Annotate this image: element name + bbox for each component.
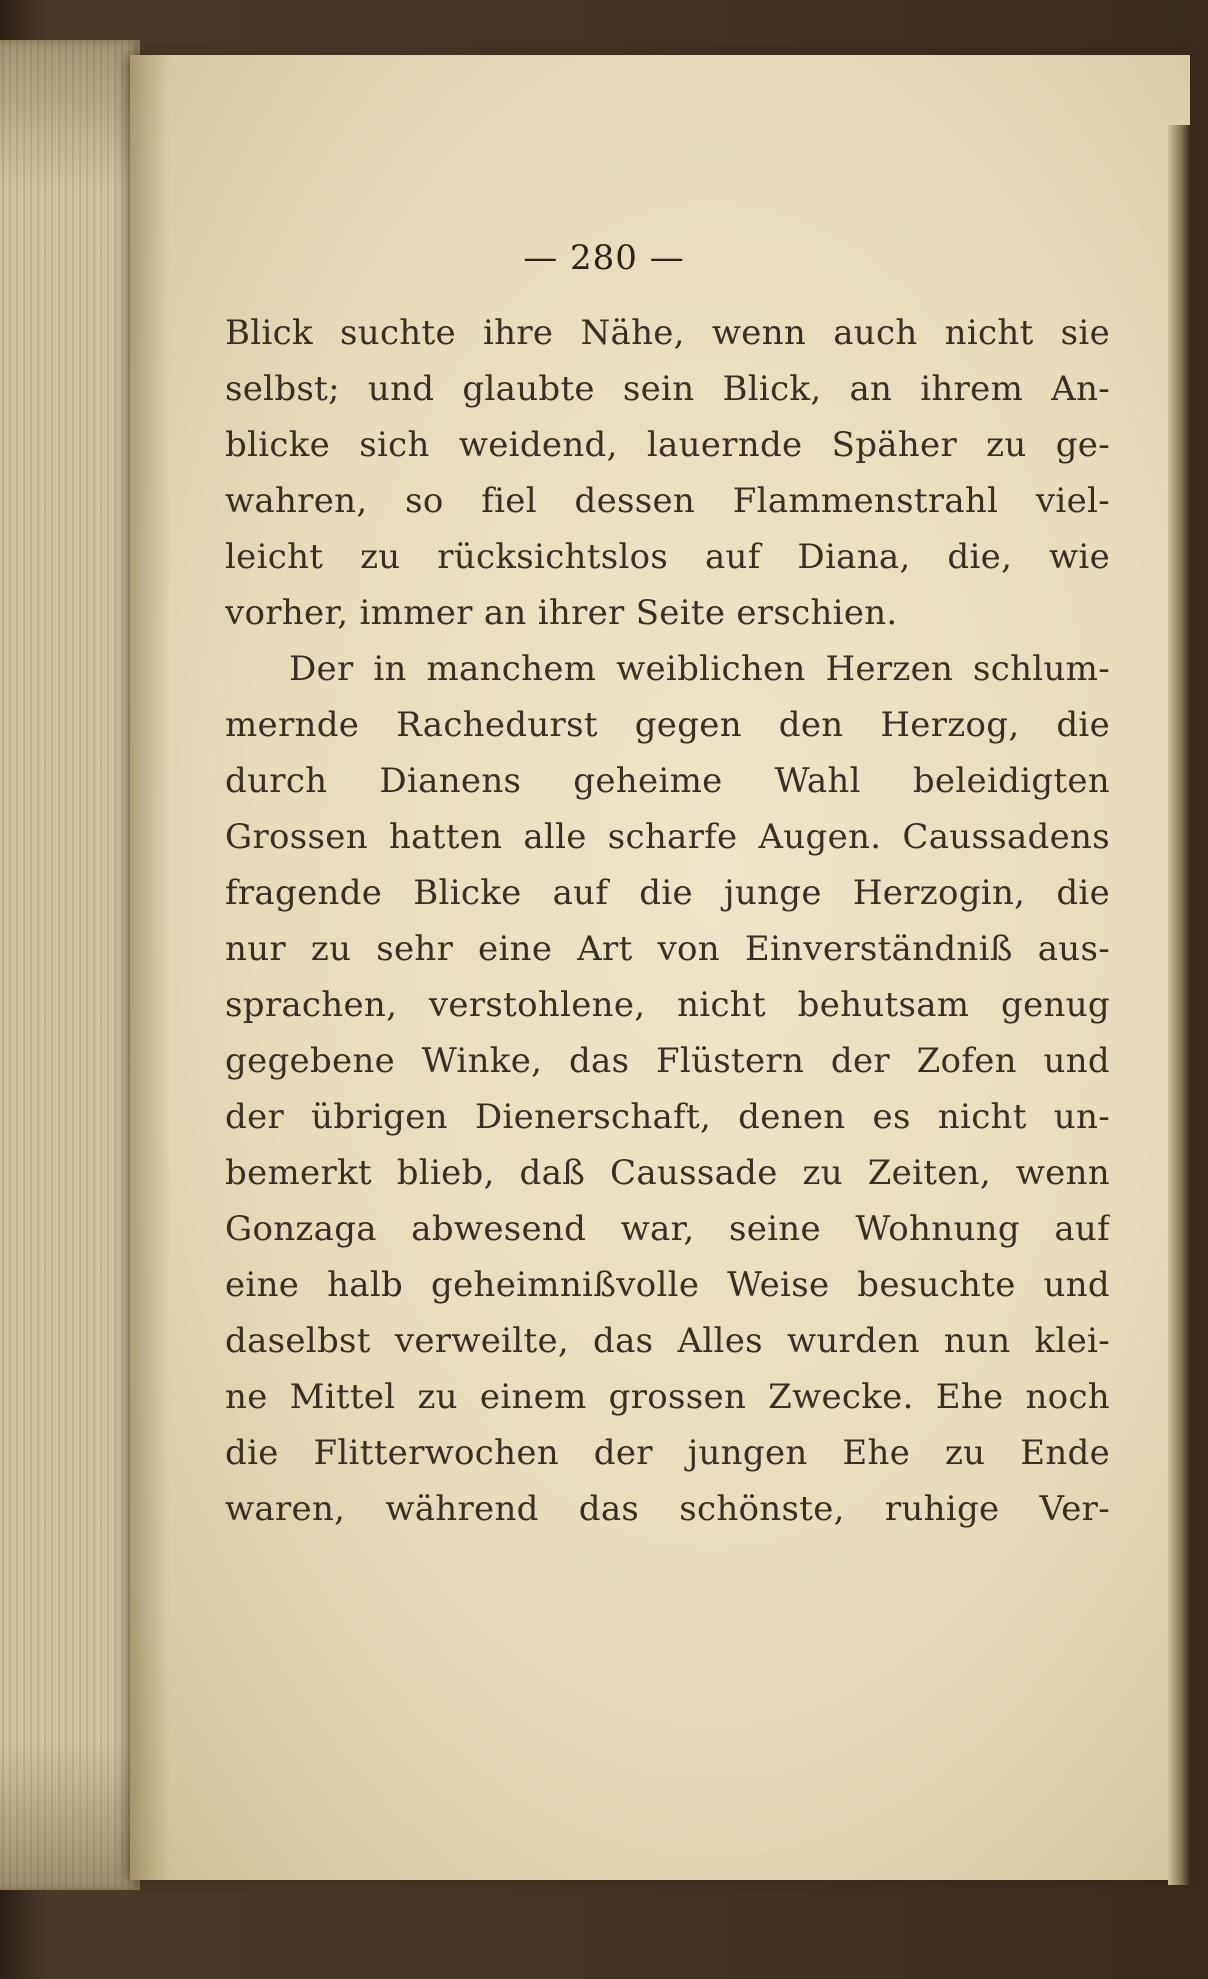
text-line: leicht zu rücksichtslos auf Diana, die, wie (225, 537, 1110, 577)
text-line: vorher, immer an ihrer Seite erschien. (225, 593, 898, 633)
page-number: — 280 — (523, 238, 685, 278)
body-text (225, 305, 1110, 1537)
text-line-paragraph-start: Der in manchem weiblichen Herzen schlum- (289, 649, 1110, 689)
text-line: der übrigen Dienerschaft, denen es nicht un- (225, 1097, 1110, 1137)
text-line: durch Dianens geheime Wahl beleidigten (225, 761, 1110, 801)
text-line: Blick suchte ihre Nähe, wenn auch nicht sie (225, 313, 1110, 353)
page-right-edge (1168, 125, 1190, 1885)
text-line: ne Mittel zu einem grossen Zwecke. Ehe noch (225, 1377, 1110, 1417)
text-line: die Flitterwochen der jungen Ehe zu Ende (225, 1433, 1110, 1473)
text-line: daselbst verweilte, das Alles wurden nun klei- (225, 1321, 1110, 1361)
text-line: Grossen hatten alle scharfe Augen. Caussadens (225, 817, 1110, 857)
text-line: Gonzaga abwesend war, seine Wohnung auf (225, 1209, 1110, 1249)
text-line: nur zu sehr eine Art von Einverständniß aus- (225, 929, 1110, 969)
text-line: selbst; und glaubte sein Blick, an ihrem An- (225, 369, 1110, 409)
text-line: wahren, so fiel dessen Flammenstrahl viel- (225, 481, 1110, 521)
text-line: gegebene Winke, das Flüstern der Zofen und (225, 1041, 1110, 1081)
text-line: sprachen, verstohlene, nicht behutsam genug (225, 985, 1110, 1025)
text-line: fragende Blicke auf die junge Herzogin, die (225, 873, 1110, 913)
text-line: eine halb geheimnißvolle Weise besuchte und (225, 1265, 1110, 1305)
stacked-page-edges (0, 40, 140, 1890)
text-line: bemerkt blieb, daß Caussade zu Zeiten, wenn (225, 1153, 1110, 1193)
text-line: mernde Rachedurst gegen den Herzog, die (225, 705, 1110, 745)
text-line: blicke sich weidend, lauernde Späher zu ge- (225, 425, 1110, 465)
text-line: waren, während das schönste, ruhige Ver- (225, 1489, 1110, 1529)
